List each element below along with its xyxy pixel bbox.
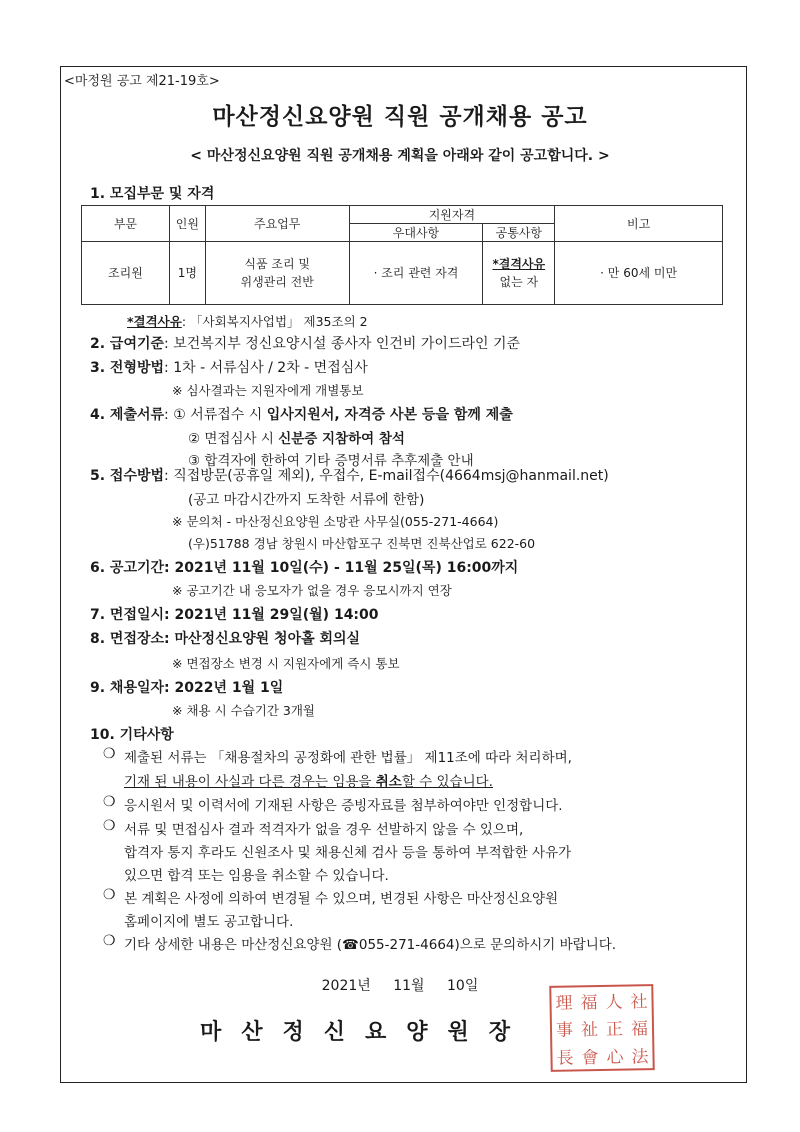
bullet-5: ❍ xyxy=(103,933,116,949)
bullet-4: ❍ xyxy=(103,887,116,903)
page-title: 마산정신요양원 직원 공개채용 공고 xyxy=(212,104,588,130)
seal-glyph: 福 xyxy=(630,1019,649,1040)
section-5-text: : 직접방문(공휴일 제외), 우접수, E-mail접수(4664msj@hanmail.net) xyxy=(164,468,609,484)
section-9-label: 9. 채용일자 xyxy=(90,680,165,696)
footnote-text: : 「사회복지사업법」 제35조의 2 xyxy=(181,314,368,329)
section-8-note: ※ 면접장소 변경 시 지원자에게 즉시 통보 xyxy=(172,656,400,671)
seal-glyph: 人 xyxy=(605,992,623,1014)
seal-glyph: 心 xyxy=(606,1047,624,1068)
section-2-label: 2. 급여기준 xyxy=(90,336,165,352)
section-5-contact: ※ 문의처 - 마산정신요양원 소망관 사무실(055-271-4664) xyxy=(172,514,499,529)
section-7-text: : 2021년 11월 29일(월) 14:00 xyxy=(164,607,379,623)
para-1-line-2-a: 기재 된 내용이 사실과 다른 경우는 임용을 xyxy=(124,774,376,790)
section-3-text: : 1차 - 서류심사 / 2차 - 면접심사 xyxy=(164,360,368,376)
section-3-note: ※ 심사결과는 지원자에게 개별통보 xyxy=(172,383,364,398)
section-4-label: 4. 제출서류 xyxy=(90,407,165,423)
section-9 xyxy=(90,677,283,697)
bullet-1: ❍ xyxy=(103,746,116,762)
section-5 xyxy=(90,465,609,485)
footnote-label: *결격사유 xyxy=(127,314,182,329)
para-1-line-2-b: 취소 xyxy=(375,774,402,790)
section-7 xyxy=(90,604,379,624)
issue-date: 2021년 11월 10일 xyxy=(321,978,479,994)
official-seal xyxy=(549,984,654,1072)
section-4-item3: ③ 합격자에 한하여 기타 증명서류 추후제출 안내 xyxy=(188,453,474,469)
col-common-header: 공통사항 xyxy=(483,224,555,242)
common-line-2: 없는 자 xyxy=(499,275,539,289)
seal-glyph: 事 xyxy=(555,1020,574,1042)
section-7-label: 7. 면접일시 xyxy=(90,607,165,623)
cell-pref: · 조리 관련 자격 xyxy=(349,242,483,305)
section-6-note: ※ 공고기간 내 응모자가 없을 경우 응모시까지 연장 xyxy=(172,583,452,598)
para-4-line-1: 본 계획은 사정에 의하여 변경될 수 있으며, 변경된 사항은 마산정신요양원 xyxy=(124,891,559,907)
seal-glyph: 法 xyxy=(631,1047,649,1068)
seal-glyph: 理 xyxy=(555,993,573,1014)
section-5-label: 5. 접수방법 xyxy=(90,468,165,484)
section-5-text2: (공고 마감시간까지 도착한 서류에 한함) xyxy=(188,492,425,508)
section-5-address: (우)51788 경남 창원시 마산합포구 진북면 진북산업로 622-60 xyxy=(188,536,536,551)
section-8-label: 8. 면접장소 xyxy=(90,631,165,647)
section-8-text: : 마산정신요양원 청아홀 회의실 xyxy=(164,631,361,647)
section-4-item2-b: 신분증 지참하여 참석 xyxy=(278,431,405,447)
section-4-item2-a: ② 면접심사 시 xyxy=(188,431,279,447)
bullet-2: ❍ xyxy=(103,794,116,810)
duty-line-1: 식품 조리 및 xyxy=(244,257,310,271)
para-1-line-2 xyxy=(124,770,493,790)
seal-glyph: 福 xyxy=(580,993,598,1014)
section-1-heading: 1. 모집부문 및 자격 xyxy=(90,186,215,202)
section-3-label: 3. 전형방법 xyxy=(90,360,165,376)
common-line-1: *결격사유 xyxy=(492,257,546,271)
section-6-text: : 2021년 11월 10일(수) - 11월 25일(목) 16:00까지 xyxy=(164,560,519,576)
cell-remark: · 만 60세 미만 xyxy=(555,242,723,305)
cell-duty xyxy=(205,242,349,305)
section-6-label: 6. 공고기간 xyxy=(90,560,165,576)
section-6 xyxy=(90,557,518,577)
section-2-text: : 보건복지부 정신요양시설 종사자 인건비 가이드라인 기준 xyxy=(164,336,521,352)
para-3-line-2: 합격자 통지 후라도 신원조사 및 채용신체 검사 등을 통하여 부적합한 사유가 xyxy=(124,845,572,861)
seal-glyph: 社 xyxy=(630,992,648,1013)
section-3 xyxy=(90,357,368,377)
notice-number: <마정원 공고 제21-19호> xyxy=(64,74,220,89)
col-duty-header: 주요업무 xyxy=(205,206,349,242)
section-8 xyxy=(90,628,360,648)
para-5: 기타 상세한 내용은 마산정신요양원 (☎055-271-4664)으로 문의하시기 바랍니다. xyxy=(124,937,617,953)
section-10-heading: 10. 기타사항 xyxy=(90,727,174,743)
section-4 xyxy=(90,404,513,424)
cell-count: 1명 xyxy=(169,242,205,305)
col-count-header: 인원 xyxy=(169,206,205,242)
para-4-line-2: 홈페이지에 별도 공고합니다. xyxy=(124,914,294,930)
seal-glyph: 正 xyxy=(605,1020,624,1041)
seal-glyph: 長 xyxy=(556,1048,574,1069)
footnote xyxy=(127,312,368,330)
cell-dept: 조리원 xyxy=(82,242,170,305)
seal-glyph: 會 xyxy=(581,1047,599,1069)
section-2 xyxy=(90,333,520,353)
col-pref-header: 우대사항 xyxy=(349,224,483,242)
para-3-line-3: 있으면 합격 또는 임용을 취소할 수 있습니다. xyxy=(124,868,389,884)
para-1-line-2-c: 할 수 있습니다. xyxy=(401,774,493,790)
para-1-line-1: 제출된 서류는 「채용절차의 공정화에 관한 법률」 제11조에 따라 처리하며, xyxy=(124,750,572,766)
seal-glyph: 祉 xyxy=(580,1020,599,1041)
section-9-note: ※ 채용 시 수습기간 3개월 xyxy=(172,703,315,718)
col-qual-header: 지원자격 xyxy=(349,206,555,224)
bullet-3: ❍ xyxy=(103,818,116,834)
recruitment-table xyxy=(81,205,723,305)
cell-common xyxy=(483,242,555,305)
col-remark-header: 비고 xyxy=(555,206,723,242)
section-4-item1-b: 입사지원서, 자격증 사본 등을 함께 제출 xyxy=(266,407,513,423)
section-9-text: : 2022년 1월 1일 xyxy=(164,680,284,696)
para-3-line-1: 서류 및 면접심사 결과 적격자가 없을 경우 선발하지 않을 수 있으며, xyxy=(124,822,524,838)
subtitle: < 마산정신요양원 직원 공개채용 계획을 아래와 같이 공고합니다. > xyxy=(190,148,610,164)
duty-line-2: 위생관리 전반 xyxy=(240,275,314,289)
signer-name: 마산정신요양원장 xyxy=(200,1020,531,1045)
para-2: 응시원서 및 이력서에 기재된 사항은 증빙자료를 첨부하여야만 인정합니다. xyxy=(124,798,563,814)
section-4-item2 xyxy=(188,427,405,447)
section-4-item1-a: : ① 서류접수 시 xyxy=(164,407,267,423)
col-dept-header: 부문 xyxy=(82,206,170,242)
